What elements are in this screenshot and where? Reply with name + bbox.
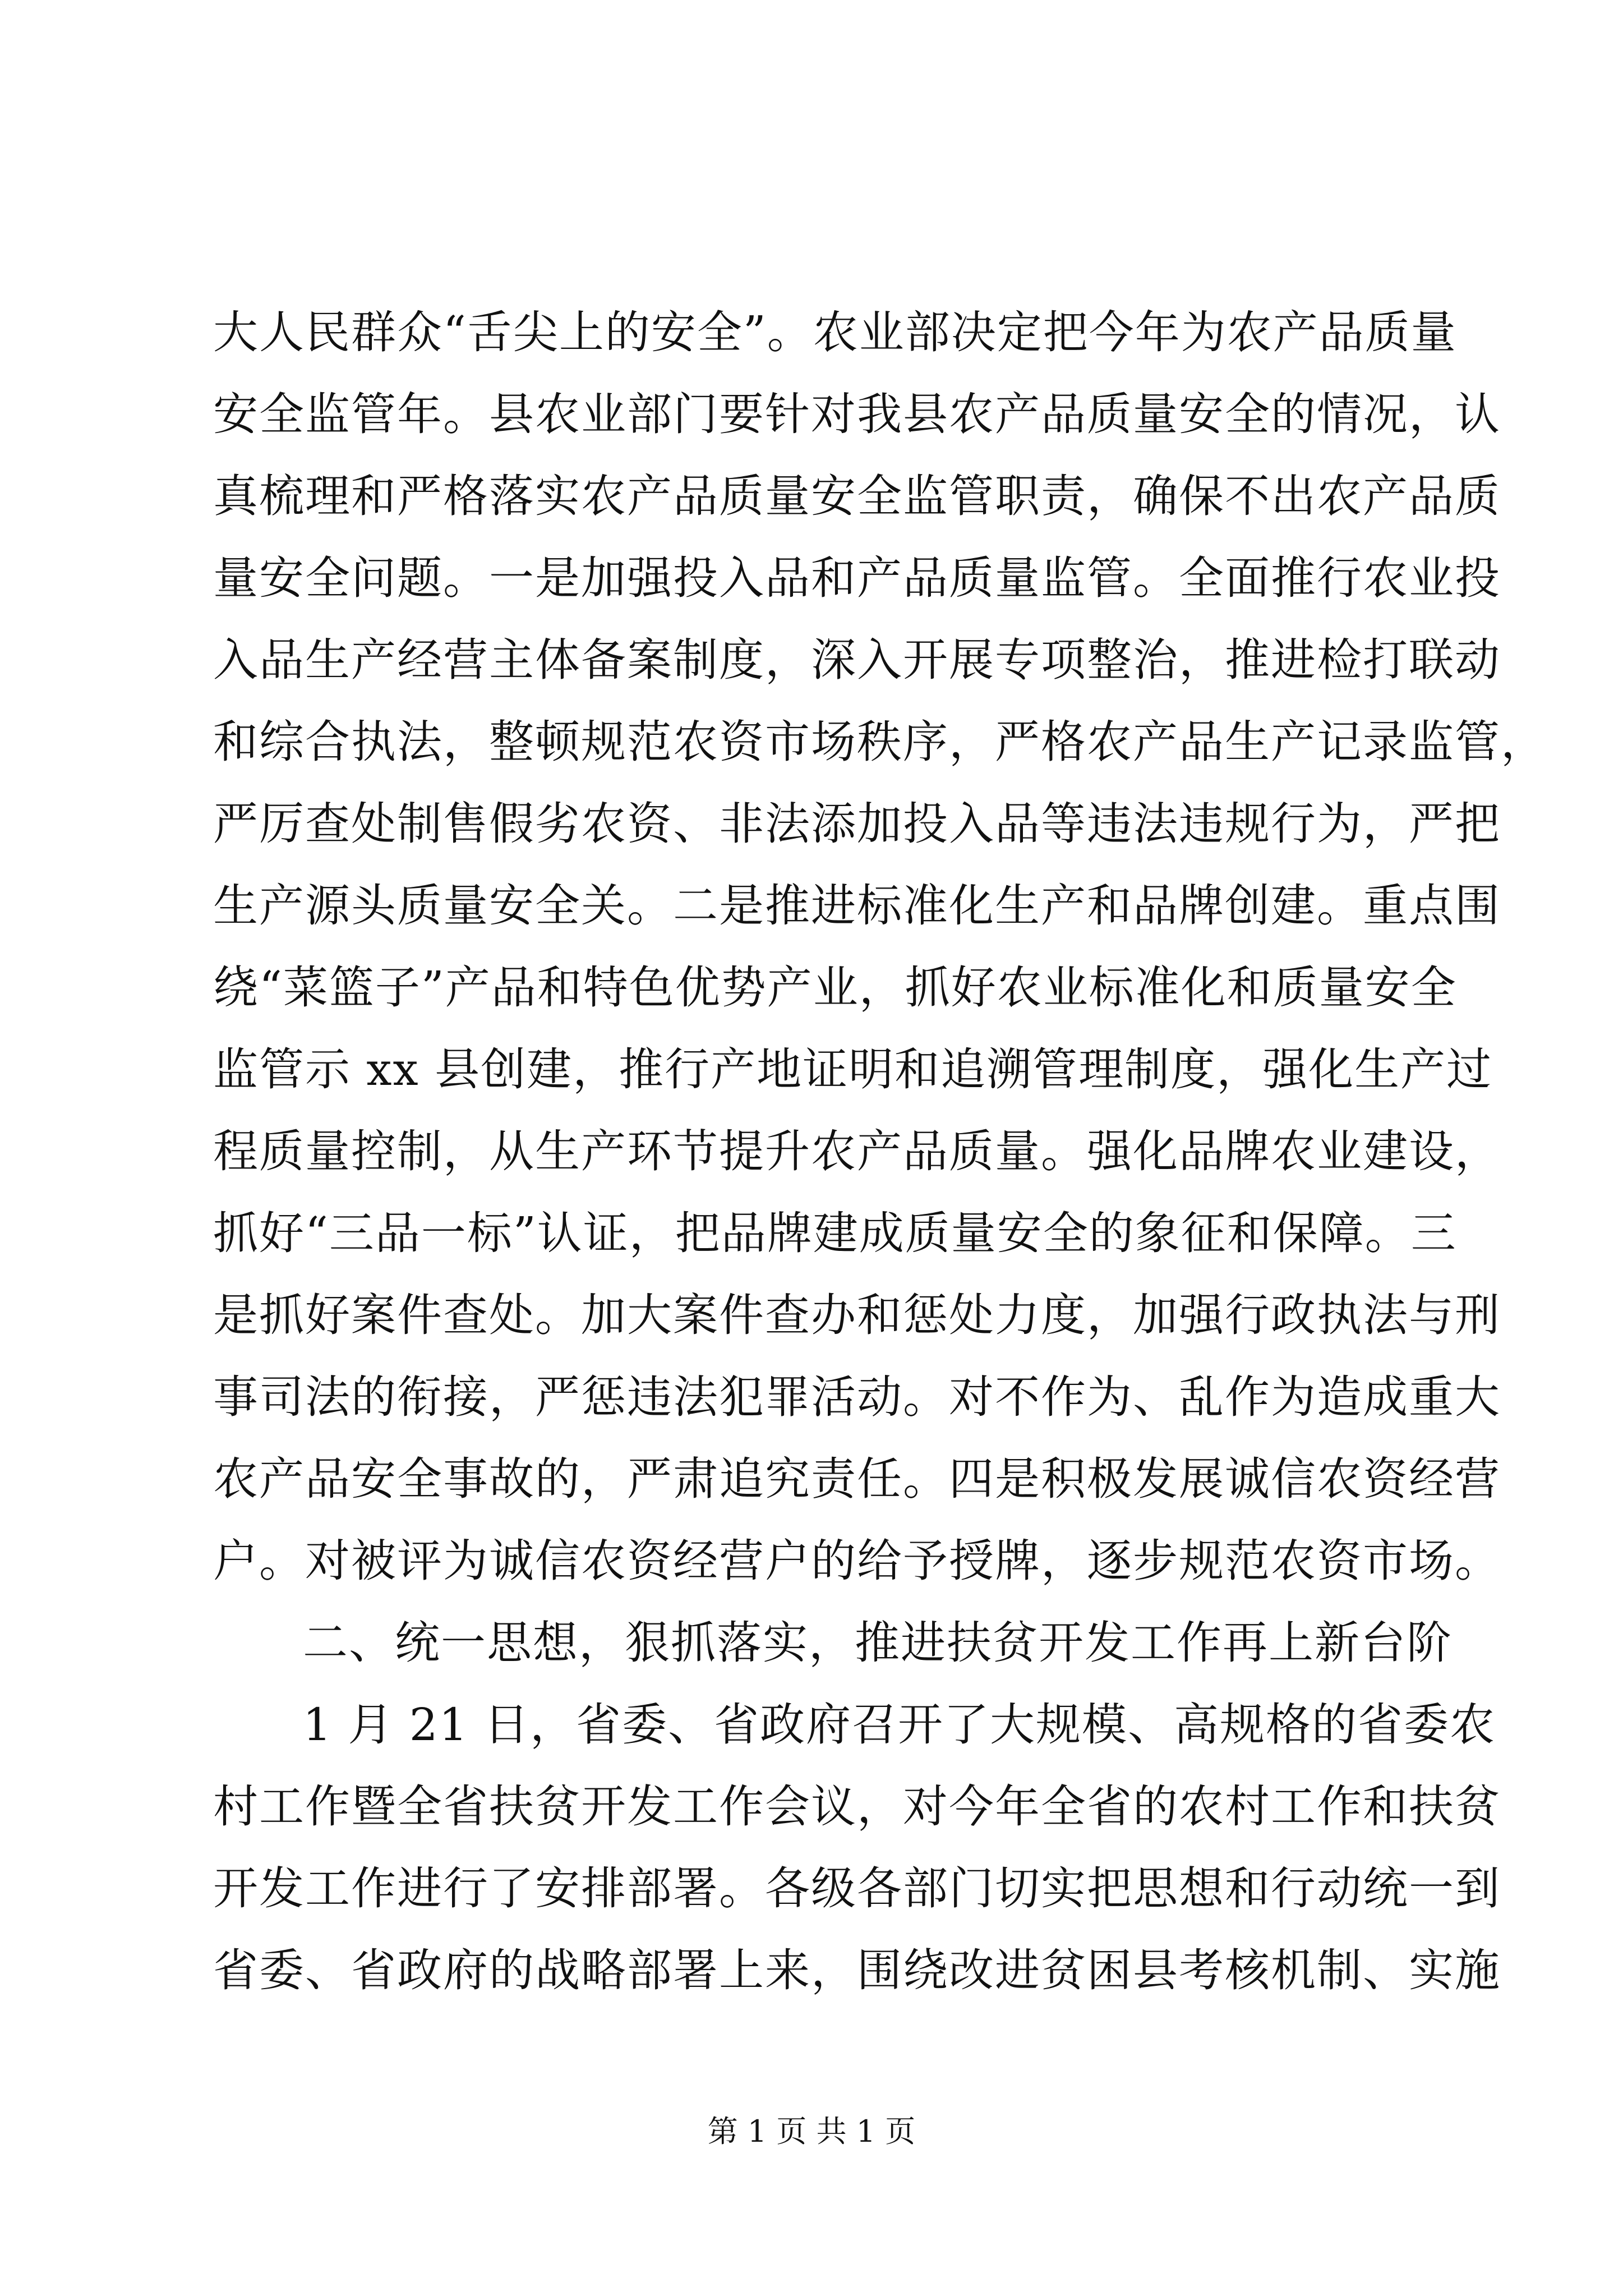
text-line: 安全监管年。县农业部门要针对我县农产品质量安全的情况，认 [213,388,1501,440]
text-line: 事司法的衔接，严惩违法犯罪活动。对不作为、乱作为造成重大 [213,1371,1501,1423]
page-number: 第 1 页 共 1 页 [707,2114,916,2149]
text-line: 户。对被评为诚信农资经营户的给予授牌，逐步规范农资市场。 [213,1535,1501,1587]
text-line: 入品生产经营主体备案制度，深入开展专项整治，推进检打联动 [213,634,1501,686]
text-line: 村工作暨全省扶贫开发工作会议，对今年全省的农村工作和扶贫 [213,1780,1501,1833]
section-heading: 二、统一思想，狠抓落实，推进扶贫开发工作再上新台阶 [303,1617,1453,1669]
page-footer [0,2112,1623,2151]
text-line: 真梳理和严格落实农产品质量安全监管职责，确保不出农产品质 [213,470,1501,522]
text-line: 量安全问题。一是加强投入品和产品质量监管。全面推行农业投 [213,552,1501,604]
body-text [213,292,1547,2012]
text-line: 和综合执法，整顿规范农资市场秩序，严格农产品生产记录监管， [213,716,1547,768]
text-line: 是抓好案件查处。加大案件查办和惩处力度，加强行政执法与刑 [213,1289,1501,1341]
text-line: 严厉查处制售假劣农资、非法添加投入品等违法违规行为，严把 [213,798,1501,850]
text-line: 绕“菜篮子”产品和特色优势产业，抓好农业标准化和质量安全 [213,961,1457,1014]
text-line: 大人民群众“舌尖上的安全”。农业部决定把今年为农产品质量 [213,306,1457,358]
text-line: 程质量控制，从生产环节提升农产品质量。强化品牌农业建设， [213,1125,1501,1177]
text-line: 抓好“三品一标”认证，把品牌建成质量安全的象征和保障。三 [213,1207,1457,1259]
text-line: 开发工作进行了安排部署。各级各部门切实把思想和行动统一到 [213,1862,1501,1915]
text-line: 农产品安全事故的，严肃追究责任。四是积极发展诚信农资经营 [213,1453,1501,1505]
text-line: 生产源头质量安全关。二是推进标准化生产和品牌创建。重点围 [213,880,1501,932]
text-line: 1 月 21 日，省委、省政府召开了大规模、高规格的省委农 [303,1699,1496,1751]
text-line: 监管示 xx 县创建，推行产地证明和追溯管理制度，强化生产过 [213,1043,1493,1096]
text-line: 省委、省政府的战略部署上来，围绕改进贫困县考核机制、实施 [213,1944,1501,1996]
